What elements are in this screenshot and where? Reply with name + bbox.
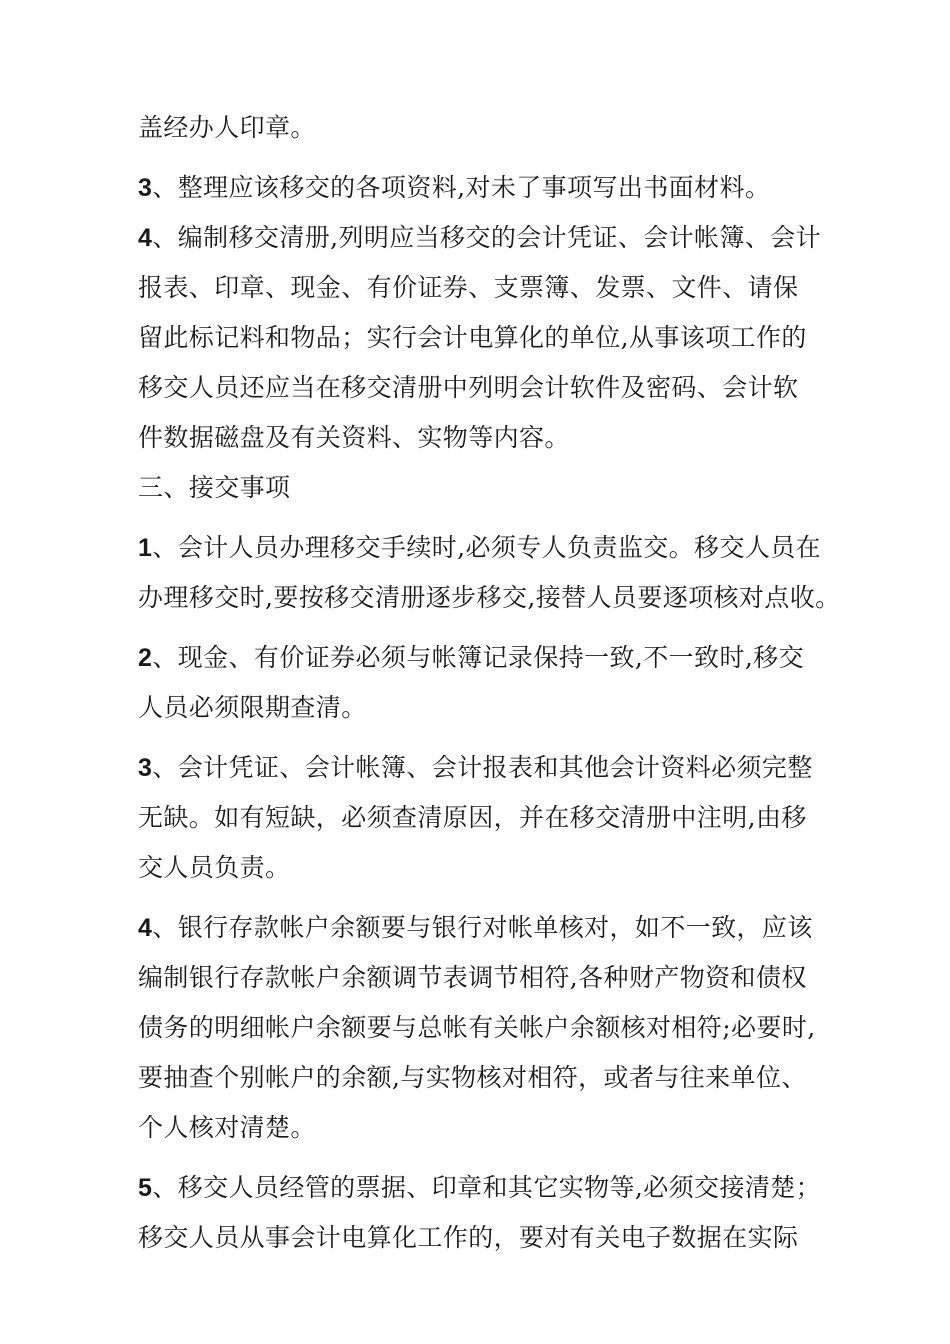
item-number: 4	[138, 914, 153, 942]
text-line	[138, 903, 828, 953]
text-line: 件数据磁盘及有关资料、实物等内容。	[138, 423, 570, 452]
item-number: 5	[138, 1174, 153, 1202]
text-line: 交人员负责。	[138, 853, 291, 882]
text-line: 三、接交事项	[138, 473, 291, 502]
line-text: 、会计人员办理移交手续时,必须专人负责监交。移交人员在	[152, 533, 822, 562]
text-line: 盖经办人印章。	[138, 113, 316, 142]
paragraph	[138, 163, 828, 213]
item-number: 1	[138, 534, 153, 562]
text-line: 留此标记料和物品；实行会计电算化的单位,从事该项工作的	[138, 323, 807, 352]
text-line	[138, 213, 828, 263]
paragraph	[138, 903, 828, 1153]
paragraph	[138, 103, 828, 153]
paragraph	[138, 213, 828, 463]
line-text: 、移交人员经管的票据、印章和其它实物等,必须交接清楚；	[152, 1173, 822, 1202]
line-text: 、编制移交清册,列明应当移交的会计凭证、会计帐簿、会计	[152, 223, 822, 252]
line-text: 、会计凭证、会计帐簿、会计报表和其他会计资料必须完整	[152, 753, 813, 782]
text-line: 办理移交时,要按移交清册逐步移交,接替人员要逐项核对点收。	[138, 583, 841, 612]
text-line: 无缺。如有短缺，必须查清原因，并在移交清册中注明,由移	[138, 803, 807, 832]
line-text: 、现金、有价证券必须与帐簿记录保持一致,不一致时,移交	[152, 643, 805, 672]
section-heading	[138, 463, 828, 513]
item-number: 4	[138, 224, 153, 252]
item-number: 3	[138, 754, 153, 782]
line-text: 、整理应该移交的各项资料,对未了事项写出书面材料。	[152, 173, 771, 202]
text-line: 个人核对清楚。	[138, 1113, 316, 1142]
text-line	[138, 633, 828, 683]
text-line: 编制银行存款帐户余额调节表调节相符,各种财产物资和债权	[138, 963, 807, 992]
text-line: 人员必须限期查清。	[138, 693, 367, 722]
document-page	[138, 103, 841, 1263]
text-line: 要抽查个别帐户的余额,与实物核对相符，或者与往来单位、	[138, 1063, 807, 1092]
paragraph	[138, 633, 828, 733]
text-line	[138, 1163, 828, 1213]
text-line: 移交人员从事会计电算化工作的，要对有关电子数据在实际	[138, 1223, 799, 1252]
text-line: 报表、印章、现金、有价证券、支票簿、发票、文件、请保	[138, 273, 799, 302]
paragraph	[138, 743, 828, 893]
text-line: 债务的明细帐户余额要与总帐有关帐户余额核对相符;必要时,	[138, 1013, 816, 1042]
paragraph	[138, 523, 841, 623]
text-line	[138, 523, 828, 573]
paragraph	[138, 1163, 828, 1263]
item-number: 3	[138, 174, 153, 202]
line-text: 、银行存款帐户余额要与银行对帐单核对，如不一致，应该	[152, 913, 813, 942]
text-line: 移交人员还应当在移交清册中列明会计软件及密码、会计软	[138, 373, 799, 402]
item-number: 2	[138, 644, 153, 672]
text-line	[138, 743, 828, 793]
text-line	[138, 163, 828, 213]
